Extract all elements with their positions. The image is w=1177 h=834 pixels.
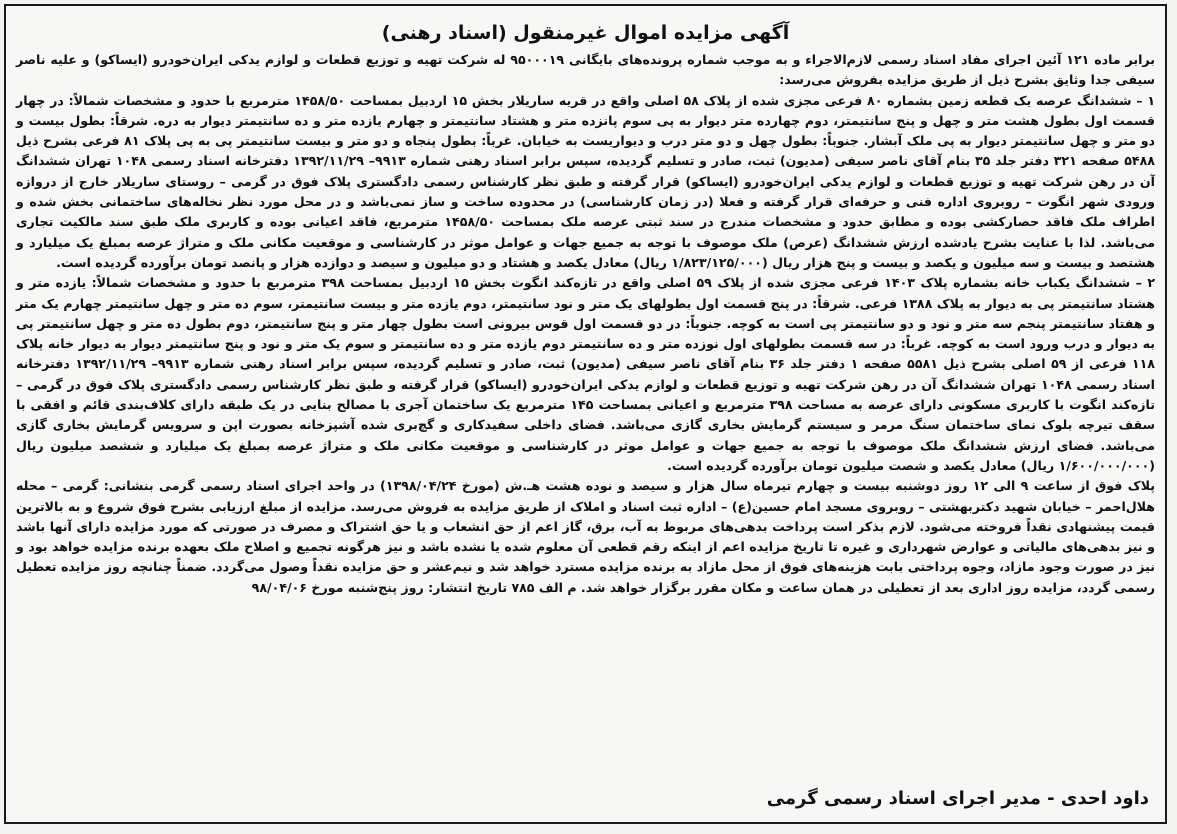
notice-body (16, 50, 1155, 598)
property-1-paragraph: ۱ – ششدانگ عرصه یک قطعه زمین بشماره ۸۰ فرعی مجزی شده از پلاک ۵۸ اصلی واقع در قریه ساریلار بخش ۱۵ اردبیل بمساحت ۱۴۵۸/۵۰ مترمربع با حدود و مشخصات شمالاً: در چهار قسمت اول بطول هشت متر و چهل و پنج سانتیمتر، دوم چهارده متر دیوار به پی سوم پانزده متر و هشتاد سانتیمتر و چهارم یازده متر و ده سانتیمتر دیوار به دره. شرقاً: بطول بیست و دو متر و چهل سانتیمتر دیوار به پی ملک آبشار. جنوباً: بطول چهل و دو متر درب و دیواریست به خیابان. غرباً: بطول پنجاه و دو متر و بیست سانتیمتر پی به پی پلاک ۸۱ فرعی بشرح ذیل ۵۴۸۸ صفحه ۳۲۱ دفتر جلد ۳۵ بنام آقای ناصر سیفی (مدیون) ثبت، صادر و تسلیم گردیده، سپس برابر اسناد رهنی شماره ۹۹۱۳– ۱۳۹۲/۱۱/۲۹ دفترخانه اسناد رسمی ۱۰۴۸ تهران ششدانگ آن در رهن شرکت تهیه و توزیع قطعات و لوازم یدکی ایران‌خودرو (ایساکو) قرار گرفته و طبق نظر کارشناس رسمی دادگستری پلاک فوق در گرمی – روستای ساریلار خارج از دروازه ورودی شهر انگوت – روبروی اداره فنی و حرفه‌ای قرار گرفته و فعلا (در زمان کارشناسی) در محدوده ساخت و ساز نمی‌باشد و در محل مورد نظر نخاله‌های ساختمانی بخش شده و اطراف ملک فاقد حصارکشی بوده و مطابق حدود و مشخصات مندرج در سند ثبتی عرصه ملک بمساحت ۱۴۵۸/۵۰ مترمربع، فاقد اعیانی بوده و کاربری ملک طبق سند مالکیت تجاری می‌باشد. لذا با عنایت بشرح یادشده ارزش ششدانگ (عرص) ملک موصوف با توجه به جمیع جهات و عوامل موثر در کارشناسی و موقعیت مکانی ملک و متراژ عرصه بمبلغ یک میلیارد و هشتصد و بیست و سه میلیون و یکصد و بیست و پنج هزار ریال (۱/۸۲۳/۱۲۵/۰۰۰ ریال) معادل یکصد و هشتاد و دو میلیون و سیصد و دوازده هزار و پانصد تومان برآورده گردیده است. (16, 92, 1156, 270)
intro-paragraph: برابر ماده ۱۲۱ آئین اجرای مفاد اسناد رسمی لازم‌الاجراء و به موجب شماره پرونده‌های بایگانی ۹۵۰۰۰۱۹ له شرکت تهیه و توزیع قطعات و لوازم یدکی ایران‌خودرو (ایساکو) و علیه ناصر سیفی جدا وثایق بشرح ذیل از طریق مزایده بفروش می‌رسد: (16, 52, 1155, 88)
notice-title: آگهی مزایده اموال غیرمنقول (اسناد رهنی) (381, 22, 790, 44)
property-2-paragraph: ۲ – ششدانگ یکباب خانه بشماره پلاک ۱۴۰۳ فرعی مجزی شده از پلاک ۵۹ اصلی واقع در تازه‌کند انگوت بخش ۱۵ اردبیل بمساحت ۳۹۸ مترمربع با حدود و مشخصات شمالاً: یازده متر و هشتاد سانتیمتر پی به دیوار به پلاک ۱۳۸۸ فرعی. شرقاً: در پنج قسمت اول بطولهای یک متر و نود سانتیمتر، دوم یازده متر و بیست سانتیمتر، سوم ده متر و چهل سانتیمتر چهارم یک متر و هفتاد سانتیمتر پنجم سه متر و نود و دو سانتیمتر پی است به کوچه. جنوباً: در دو قسمت اول قوس بیرونی است بطول چهار متر و پنج سانتیمتر، دوم بطول ده متر و چهل سانتیمتر پی به دیوار و درب ورود است به کوچه. غرباً: در سه قسمت بطولهای اول نوزده متر و ده سانتیمتر دوم یازده متر و ده سانتیمتر و سوم یک متر و نود و پنج سانتیمتر دیوار به دیوار خانه پلاک ۱۱۸ فرعی از ۵۹ اصلی بشرح ذیل ۵۵۸۱ صفحه ۱ دفتر جلد ۳۶ بنام آقای ناصر سیفی (مدیون) ثبت، صادر و تسلیم گردیده، سپس برابر اسناد رهنی شماره ۹۹۱۳– ۱۳۹۲/۱۱/۲۹ دفترخانه اسناد رسمی ۱۰۴۸ تهران ششدانگ آن در رهن شرکت تهیه و توزیع قطعات و لوازم یدکی ایران‌خودرو (ایساکو) قرار گرفته و طبق نظر کارشناس رسمی دادگستری پلاک فوق در گرمی – تازه‌کند انگوت با کاربری مسکونی دارای عرصه به مساحت ۳۹۸ مترمربع و اعیانی بمساحت ۱۴۵ مترمربع یک ساختمان آجری با مصالح بنایی در یک طبقه دارای کلاف‌بندی قائم و افقی با سقف تیرچه بلوک نمای ساختمان سنگ مرمر و سیستم گرمایش بخاری گازی می‌باشد. فضای داخلی سفیدکاری و گچ‌بری شده آشپزخانه بصورت اپن و سرویس گرمایش بخاری گازی می‌باشد. فضای ارزش ششدانگ ملک موصوف با توجه به جمیع جهات و عوامل موثر در کارشناسی و موقعیت مکانی ملک و متراژ عرصه بمبلغ یک میلیارد و ششصد میلیون ریال (۱/۶۰۰/۰۰۰/۰۰۰ ریال) معادل یکصد و شصت میلیون تومان برآورده گردیده است. (16, 275, 1156, 473)
auction-notice (4, 4, 1167, 824)
auction-terms-paragraph: پلاک فوق از ساعت ۹ الی ۱۲ روز دوشنبه بیست و چهارم تیرماه سال هزار و سیصد و نوده هشت هـ.ش (مورخ ۱۳۹۸/۰۴/۲۴) در واحد اجرای اسناد رسمی گرمی بنشانی: گرمی – محله هلال‌احمر – خیابان شهید دکتربهشتی – روبروی مسجد امام حسین(ع) – اداره ثبت اسناد و املاک از طریق مزایده به فروش می‌رسد. مزایده از مبلغ ارزیابی بشرح فوق شروع و به بالاترین قیمت پیشنهادی نقداً فروخته می‌شود. لازم بذکر است پرداخت بدهی‌های مربوط به آب، برق، گاز اعم از حق انشعاب و یا حق اشتراک و مصرف در صورتی که مورد مزایده دارای آنها باشد و نیز بدهی‌های مالیاتی و عوارض شهرداری و غیره تا تاریخ مزایده اعم از اینکه رقم قطعی آن معلوم شده یا نشده باشد و نیز هرگونه تجمیع و اصلاح ملک بعهده برنده مزایده خواهد بود و نیز در صورت وجود مازاد، وجوه پرداختی بابت هزینه‌های فوق از محل مازاد به برنده مزایده مسترد خواهد شد و نیم‌عشر و حق مزایده نقداً وصول می‌گردد. ضمناً چنانچه روز مزایده تعطیل رسمی گردد، مزایده روز اداری بعد از تعطیلی در همان ساعت و مکان مقرر برگزار خواهد شد. م الف ۷۸۵ تاریخ انتشار: روز پنج‌شنبه مورخ ۹۸/۰۴/۰۶ (16, 478, 1155, 595)
signature-line: داود احدی - مدیر اجرای اسناد رسمی گرمی (766, 788, 1149, 809)
